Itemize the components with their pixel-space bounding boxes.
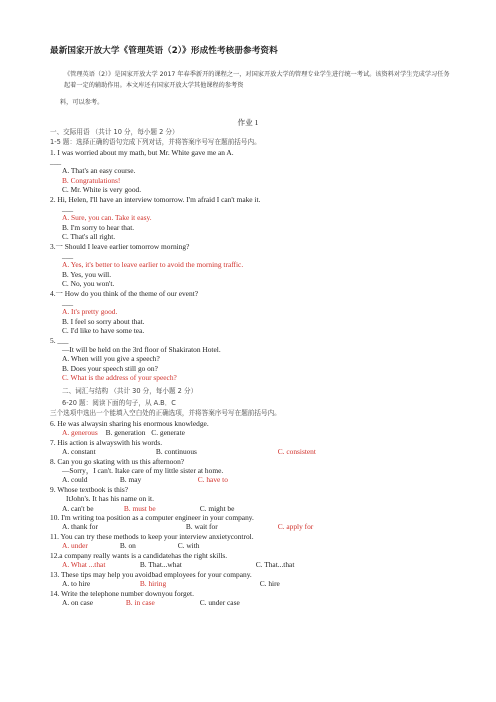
question-13-option-a: A. to hire [62,579,91,588]
question-8-option-b: B. may [119,475,142,484]
question-10-option-c-answer: C. apply for [277,522,314,531]
question-7-option-a: A. constant [62,447,96,456]
question-5-option-b: B. Does your speech still go on? [62,364,158,373]
question-12: 12.a company really wants is a candidatehas the right skills. [50,551,228,560]
part2-instructions: 6-20 题：阅读下面的句子，从 A.B．C [62,399,176,407]
question-10-options [62,522,313,531]
question-9: 9. Whose textbook is this? [50,485,129,494]
question-5: 5. ___ [50,336,69,345]
question-12-option-c: C. That...that [255,560,295,569]
question-14-option-a: A. on case [62,598,93,607]
question-6: 6. He was alwaysin sharing his enormous knowledge. [50,419,209,428]
question-7-options [62,447,482,456]
question-11-option-c: C. with [177,541,200,550]
question-5-option-c-answer: C. What is the address of your speech? [62,373,177,382]
question-9-option-b-answer: B. must be [123,504,156,513]
question-13-options [62,579,280,588]
question-10-option-a: A. thank for [62,522,98,531]
question-1-blank: ___ [50,157,62,166]
question-9-options [62,504,234,513]
question-8-options [62,475,228,484]
question-13: 13. These tips may help you avoidbad employees for your company. [50,570,252,579]
part1-heading: 一、交际用语 （共计 10 分，每小题 2 分） [50,128,179,136]
question-14-options [62,598,240,607]
question-5-reply: —It will be held on the 3rd floor of Shakiraton Hotel. [62,345,221,354]
question-13-option-c: C. hire [259,579,280,588]
question-14-option-c: C. under case [199,598,240,607]
question-14: 14. Write the telephone number downyou forget. [50,589,194,598]
question-4-option-c: C. I'd like to have some tea. [62,326,145,335]
question-7-option-b: B. continuous [155,447,197,456]
question-6-option-c: C. generate [151,428,185,437]
question-3: 3.一 Should I leave earlier tomorrow morning? [50,242,190,251]
question-1-option-c: C. Mr. White is very good. [62,185,142,194]
question-8-option-c-answer: C. have to [197,475,228,484]
question-1-option-b-answer: B. Congratulations! [62,176,121,185]
question-8-reply: —Sorry，I can't. Itake care of my little sister at home. [62,466,224,475]
question-9-option-c: C. might be [199,504,235,513]
question-8-option-a: A. could [62,475,88,484]
question-4-blank: ___ [62,298,74,307]
question-3-blank: ___ [62,251,74,260]
question-6-options [62,428,185,437]
question-2-blank: ___ [62,204,74,213]
question-11-options [62,541,199,550]
question-4: 4.一 How do you think of the theme of our event? [50,289,198,298]
question-2-option-c: C. That's all right. [62,232,116,241]
intro-paragraph: 《管理英语（2）》是国家开放大学 2017 年春季新开的课程之一，对国家开放大学的管理专业学生进行统一考试。该资料对学生完成学习任务起着一定的辅助作用。本文库还有国家开放大学其他课程的参考资 [64,71,450,90]
document-title: 最新国家开放大学《管理英语（2）》形成性考核册参考资料 [50,46,278,56]
part2-heading: 二、词汇与结构 （共计 30 分，每小题 2 分） [62,387,198,395]
question-4-option-b: B. I feel so sorry about that. [62,317,145,326]
part2-instructions-cont: 三个选项中选出一个能填入空白处的正确选项，并将答案序号写在题前括号内。 [50,409,281,417]
question-3-option-b: B. Yes, you will. [62,270,112,279]
question-2-option-a-answer: A. Sure, you can. Take it easy. [62,213,152,222]
question-10-option-b: B. wait for [185,522,218,531]
question-10: 10. I'm writing toa position as a computer engineer in your company. [50,513,254,522]
part1-instructions: 1-5 题：选择正确的语句完成下列对话，并将答案序号写在题前括号内。 [50,138,261,146]
question-6-option-b: B. generation [105,428,146,437]
question-11-option-b: B. on [119,541,136,550]
question-12-options [62,560,294,569]
assignment-heading: 作业 1 [237,118,259,127]
question-6-option-a-answer: A. generous [62,428,98,437]
question-8: 8. Can you go skating with us this afternoon? [50,457,185,466]
question-2-option-b: B. I'm sorry to hear that. [62,223,135,232]
question-11: 11. You can try these methods to keep your interview anxietycontrol. [50,532,254,541]
question-3-option-c: C. No, you won't. [62,279,115,288]
question-9-reply: ItJohn's. It has his name on it. [66,494,154,503]
question-12-option-a-answer: A. What ...that [62,560,106,569]
question-2: 2. Hi, Helen, I'll have an interview tomorrow. I'm afraid I can't make it. [50,195,261,204]
question-9-option-a: A. can't be [62,504,94,513]
intro-paragraph-end: 料，可以参考。 [60,99,104,106]
question-3-option-a-answer: A. Yes, it's better to leave earlier to avoid the morning traffic. [62,260,244,269]
question-7-option-c-answer: C. consistent [277,447,316,456]
question-14-option-b-answer: B. in case [125,598,155,607]
question-1-option-a: A. That's an easy course. [62,166,136,175]
question-5-option-a: A. When will you give a speech? [62,354,160,363]
question-11-option-a-answer: A. under [62,541,88,550]
question-7: 7. His action is alwayswith his words. [50,438,163,447]
question-1: 1. I was worried about my math, but Mr. White gave me an A. [50,148,234,157]
question-13-option-b-answer: B. hiring [139,579,167,588]
question-12-option-b: B. That...what [139,560,182,569]
question-4-option-a-answer: A. It's pretty good. [62,307,118,316]
